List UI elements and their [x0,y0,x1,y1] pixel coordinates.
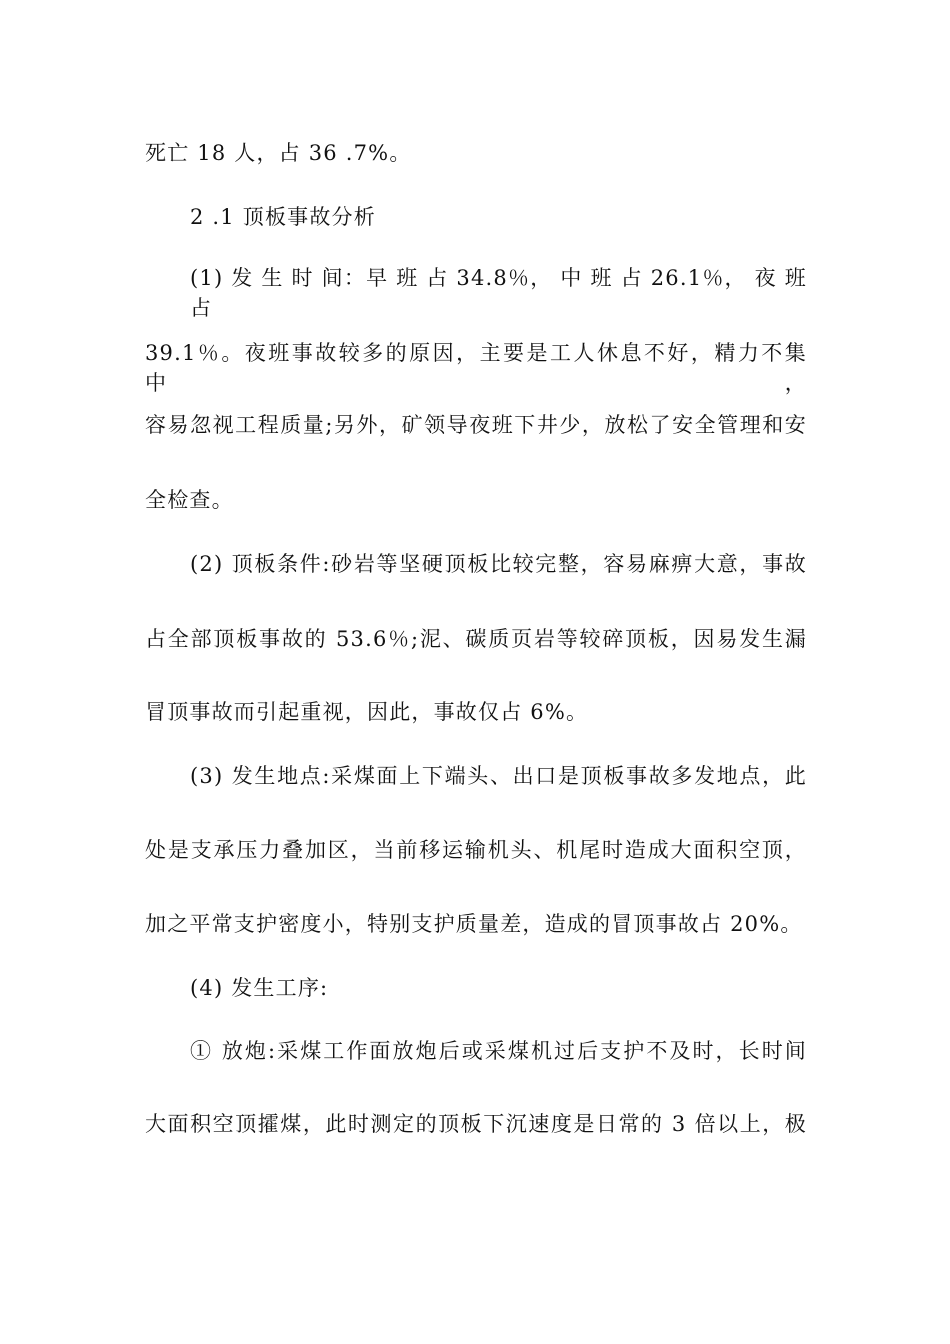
text-line-7: (2) 顶板条件:砂岩等坚硬顶板比较完整，容易麻痹大意，事故 [190,552,807,576]
text-line-3: (1) 发 生 时 间：早 班 占 34.8％， 中 班 占 26.1％， 夜 班 占 [190,266,807,320]
text-line-13: (4) 发生工序: [190,976,329,1000]
text-line-8: 占全部顶板事故的 53.6％;泥、碳质页岩等较碎顶板，因易发生漏 [145,627,807,651]
text-line-4: 39.1％。夜班事故较多的原因，主要是工人休息不好，精力不集中， [145,341,807,395]
text-line-12: 加之平常支护密度小，特别支护质量差，造成的冒顶事故占 20%。 [145,912,803,936]
text-line-11: 处是支承压力叠加区，当前移运输机头、机尾时造成大面积空顶， [145,838,807,862]
text-line-6: 全检查。 [145,488,234,512]
text-line-1: 死亡 18 人，占 36 .7%。 [145,141,412,165]
section-heading: 2 .1 顶板事故分析 [190,205,376,229]
text-line-15: 大面积空顶攉煤，此时测定的顶板下沉速度是日常的 3 倍以上，极 [145,1112,807,1136]
text-line-14: ① 放炮:采煤工作面放炮后或采煤机过后支护不及时，长时间 [190,1039,807,1063]
text-line-10: (3) 发生地点:采煤面上下端头、出口是顶板事故多发地点，此 [190,764,807,788]
text-line-9: 冒顶事故而引起重视，因此，事故仅占 6%。 [145,700,589,724]
text-line-5: 容易忽视工程质量;另外，矿领导夜班下井少，放松了安全管理和安 [145,413,807,437]
